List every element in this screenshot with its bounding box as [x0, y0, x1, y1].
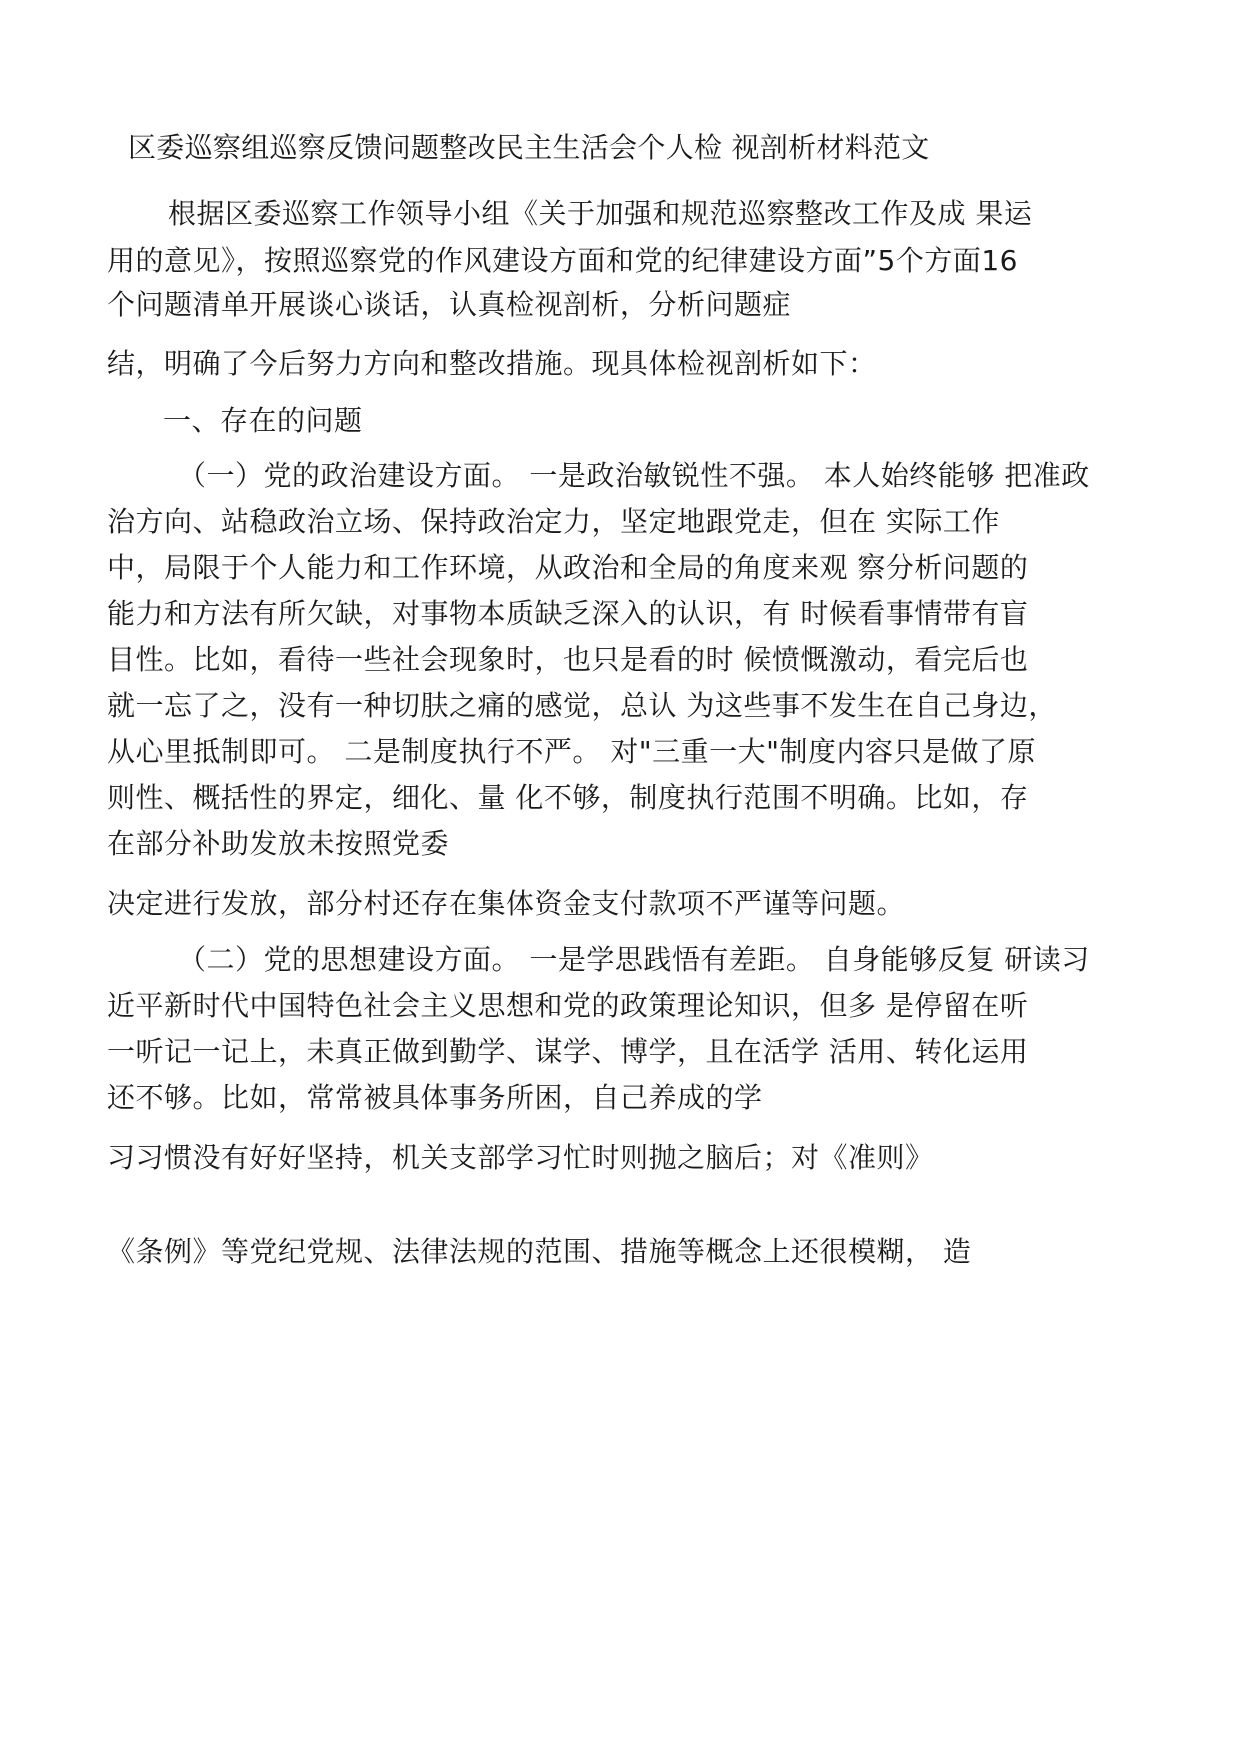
paragraph-line: 还不够。比如，常常被具体事务所困，自己养成的学	[107, 1081, 763, 1114]
paragraph-line: 根据区委巡察工作领导小组《关于加强和规范巡察整改工作及成 果运	[168, 197, 1033, 230]
paragraph-line: 治方向、站稳政治立场、保持政治定力，坚定地跟党走，但在 实际工作	[107, 505, 1000, 538]
paragraph-line: 则性、概括性的界定，细化、量 化不够，制度执行范围不明确。比如，存	[107, 781, 1029, 814]
paragraph-line: 在部分补助发放未按照党委	[107, 827, 450, 860]
paragraph-line: 就一忘了之，没有一种切肤之痛的感觉，总认 为这些事不发生在自己身边，	[107, 689, 1057, 722]
document-title: 区委巡察组巡察反馈问题整改民主生活会个人检 视剖析材料范文	[128, 131, 930, 164]
paragraph-line: （二）党的思想建设方面。 一是学思践悟有差距。 自身能够反复 研读习	[178, 943, 1090, 976]
paragraph-line: （一）党的政治建设方面。 一是政治敏锐性不强。 本人始终能够 把准政	[178, 459, 1090, 492]
paragraph-line: 用的意见》，按照巡察党的作风建设方面和党的纪律建设方面”5个方面16	[107, 244, 1018, 277]
paragraph-line: 习习惯没有好好坚持，机关支部学习忙时则抛之脑后；对《准则》	[107, 1141, 934, 1174]
paragraph-line: 近平新时代中国特色社会主义思想和党的政策理论知识，但多 是停留在听	[107, 989, 1029, 1022]
paragraph-line: 决定进行发放，部分村还存在集体资金支付款项不严谨等问题。	[107, 887, 906, 920]
paragraph-line: 从心里抵制即可。 二是制度执行不严。 对"三重一大"制度内容只是做了原	[107, 735, 1037, 768]
paragraph-line: 能力和方法有所欠缺，对事物本质缺乏深入的认识，有 时候看事情带有盲	[107, 597, 1029, 630]
paragraph-line: 个问题清单开展谈心谈话，认真检视剖析，分析问题症	[107, 288, 792, 321]
paragraph-line: 《条例》等党纪党规、法律法规的范围、措施等概念上还很模糊， 造	[107, 1235, 972, 1268]
paragraph-line: 结，明确了今后努力方向和整改措施。现具体检视剖析如下：	[107, 347, 877, 380]
paragraph-line: 目性。比如，看待一些社会现象时，也只是看的时 候愤慨激动，看完后也	[107, 643, 1029, 676]
paragraph-line: 一听记一记上，未真正做到勤学、谋学、博学，且在活学 活用、转化运用	[107, 1035, 1029, 1068]
section-heading: 一、存在的问题	[163, 404, 363, 437]
paragraph-line: 中，局限于个人能力和工作环境，从政治和全局的角度来观 察分析问题的	[107, 551, 1029, 584]
